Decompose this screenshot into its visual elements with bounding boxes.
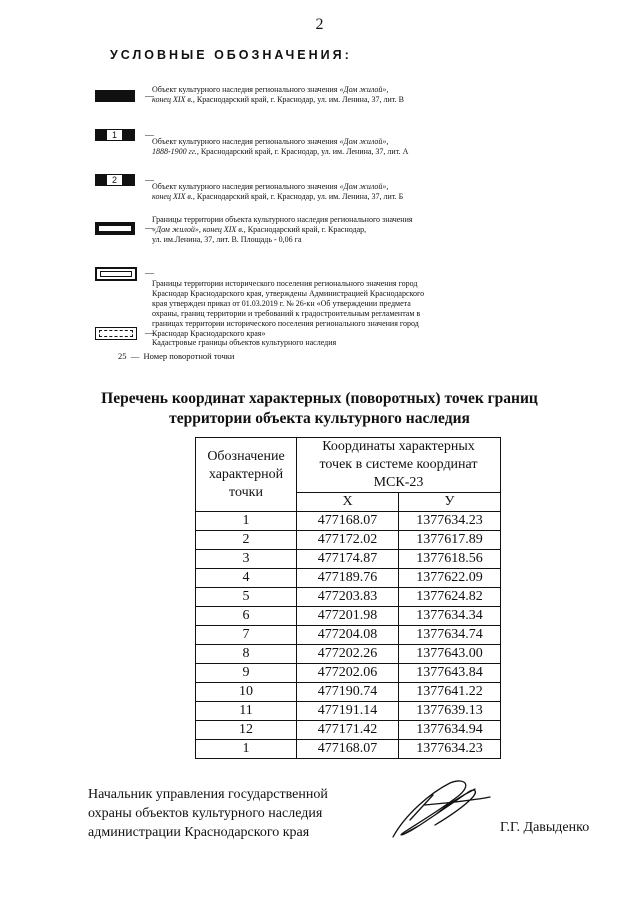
header-coordinates: Координаты характерных точек в системе координат МСК-23: [297, 438, 501, 493]
legend-dash: —: [145, 91, 154, 101]
legend-item: [95, 170, 404, 201]
cell-point: 1: [196, 740, 297, 759]
legend-dash: —: [145, 328, 154, 338]
table-row: [196, 645, 501, 664]
cell-x: 477202.26: [297, 645, 399, 664]
cell-y: 1377634.34: [399, 607, 501, 626]
signatory-position: Начальник управления государственной охраны объектов культурного наследия администрации Краснодарского края: [88, 787, 328, 840]
table-row: [196, 664, 501, 683]
table-row: [196, 588, 501, 607]
table-row: [196, 569, 501, 588]
cell-y: 1377639.13: [399, 702, 501, 721]
cell-y: 1377617.89: [399, 531, 501, 550]
table-row: [196, 512, 501, 531]
table-row: [196, 702, 501, 721]
cell-x: 477168.07: [297, 740, 399, 759]
cell-x: 477174.87: [297, 550, 399, 569]
cell-point: 7: [196, 626, 297, 645]
legend-symbol-double-frame: [95, 267, 137, 281]
legend-title: УСЛОВНЫЕ ОБОЗНАЧЕНИЯ:: [110, 48, 352, 62]
cell-point: 6: [196, 607, 297, 626]
cell-y: 1377618.56: [399, 550, 501, 569]
table-title-line-1: Перечень координат характерных (поворотных) точек границ: [101, 390, 538, 407]
cell-x: 477203.83: [297, 588, 399, 607]
cell-x: 477191.14: [297, 702, 399, 721]
cell-x: 477172.02: [297, 531, 399, 550]
cell-y: 1377634.23: [399, 512, 501, 531]
cell-point: 2: [196, 531, 297, 550]
table-row: [196, 531, 501, 550]
table-row: [196, 550, 501, 569]
table-row: [196, 683, 501, 702]
cell-y: 1377624.82: [399, 588, 501, 607]
table-row: [196, 740, 501, 759]
table-title-line-2: территории объекта культурного наследия: [169, 410, 470, 427]
coordinates-table: [195, 437, 501, 759]
cell-point: 12: [196, 721, 297, 740]
cell-y: 1377634.23: [399, 740, 501, 759]
legend-dash: —: [130, 351, 140, 361]
cell-y: 1377641.22: [399, 683, 501, 702]
legend-symbol-solid-bar: [95, 90, 135, 102]
cell-x: 477189.76: [297, 569, 399, 588]
cell-x: 477190.74: [297, 683, 399, 702]
table-title: [0, 389, 639, 429]
legend-symbol-badge: 2: [107, 175, 122, 185]
cell-point: 10: [196, 683, 297, 702]
cell-y: 1377634.94: [399, 721, 501, 740]
legend-text: Объект культурного наследия регионального значения «Дом жилой», конец XIX в., Краснодарский край, г. Краснодар, ул. им. Ленина, 37, лит. Б: [152, 182, 404, 201]
header-y: У: [399, 493, 501, 512]
signatory-name: Г.Г. Давыденко: [500, 820, 590, 835]
legend-symbol-numbered-bar: [95, 129, 135, 141]
cell-x: 477168.07: [297, 512, 399, 531]
legend-text: Объект культурного наследия регионального значения «Дом жилой», 1888-1900 гг., Краснодарский край, г. Краснодар, ул. им. Ленина, 37, лит. А: [152, 137, 409, 156]
handwritten-signature: [375, 775, 495, 845]
cell-point: 3: [196, 550, 297, 569]
cell-y: 1377622.09: [399, 569, 501, 588]
cell-point: 8: [196, 645, 297, 664]
legend-text: Объект культурного наследия регионального значения «Дом жилой», конец XIX в., Краснодарский край, г. Краснодар, ул. им. Ленина, 37, лит. В: [152, 85, 404, 104]
legend-dash: —: [145, 268, 154, 278]
cell-point: 9: [196, 664, 297, 683]
legend-symbol-dashed-frame: [95, 327, 137, 340]
legend-symbol-numbered-bar: [95, 174, 135, 186]
cell-x: 477201.98: [297, 607, 399, 626]
table-body: [196, 512, 501, 759]
legend-text: Границы территории объекта культурного наследия регионального значения «Дом жилой», конец XIX в., Краснодарский край, г. Краснодар, ул. им.Ленина, 37, лит. В. Площадь - 0,06 га: [152, 215, 413, 244]
legend-symbol-thick-frame: [95, 222, 135, 235]
table-row: [196, 626, 501, 645]
legend-item: [95, 325, 337, 347]
legend-dash: —: [145, 223, 154, 233]
legend-dash: —: [145, 175, 154, 185]
cell-y: 1377634.74: [399, 626, 501, 645]
table-row: [196, 721, 501, 740]
page-number: 2: [315, 16, 324, 33]
cell-point: 4: [196, 569, 297, 588]
cell-y: 1377643.00: [399, 645, 501, 664]
legend-symbol-badge: 1: [107, 130, 122, 140]
point-number-example: 25: [118, 351, 127, 361]
cell-x: 477171.42: [297, 721, 399, 740]
legend-dash: —: [145, 130, 154, 140]
table-row: [196, 607, 501, 626]
cell-point: 11: [196, 702, 297, 721]
point-number-legend: [118, 351, 234, 361]
cell-x: 477204.08: [297, 626, 399, 645]
cell-point: 5: [196, 588, 297, 607]
point-number-label: Номер поворотной точки: [143, 351, 235, 361]
legend-item: [95, 125, 409, 156]
legend-item: [95, 265, 425, 338]
legend-text: Границы территории исторического поселения регионального значения город Краснодар Краснодарского края, утверждены Администрацией Краснодарского края утвержден приказ от 01.03.2019 г. № 26-кн «Об утверждении предмета охраны, границ территории и требований к градостроительным регламентам в границах территории исторического поселения регионального значения город Краснодар Краснодарского края»: [152, 279, 425, 338]
cell-y: 1377643.84: [399, 664, 501, 683]
header-point-designation: Обозначение характерной точки: [196, 438, 297, 512]
cell-point: 1: [196, 512, 297, 531]
legend-text: Кадастровые границы объектов культурного наследия: [152, 338, 337, 347]
header-x: X: [297, 493, 399, 512]
cell-x: 477202.06: [297, 664, 399, 683]
